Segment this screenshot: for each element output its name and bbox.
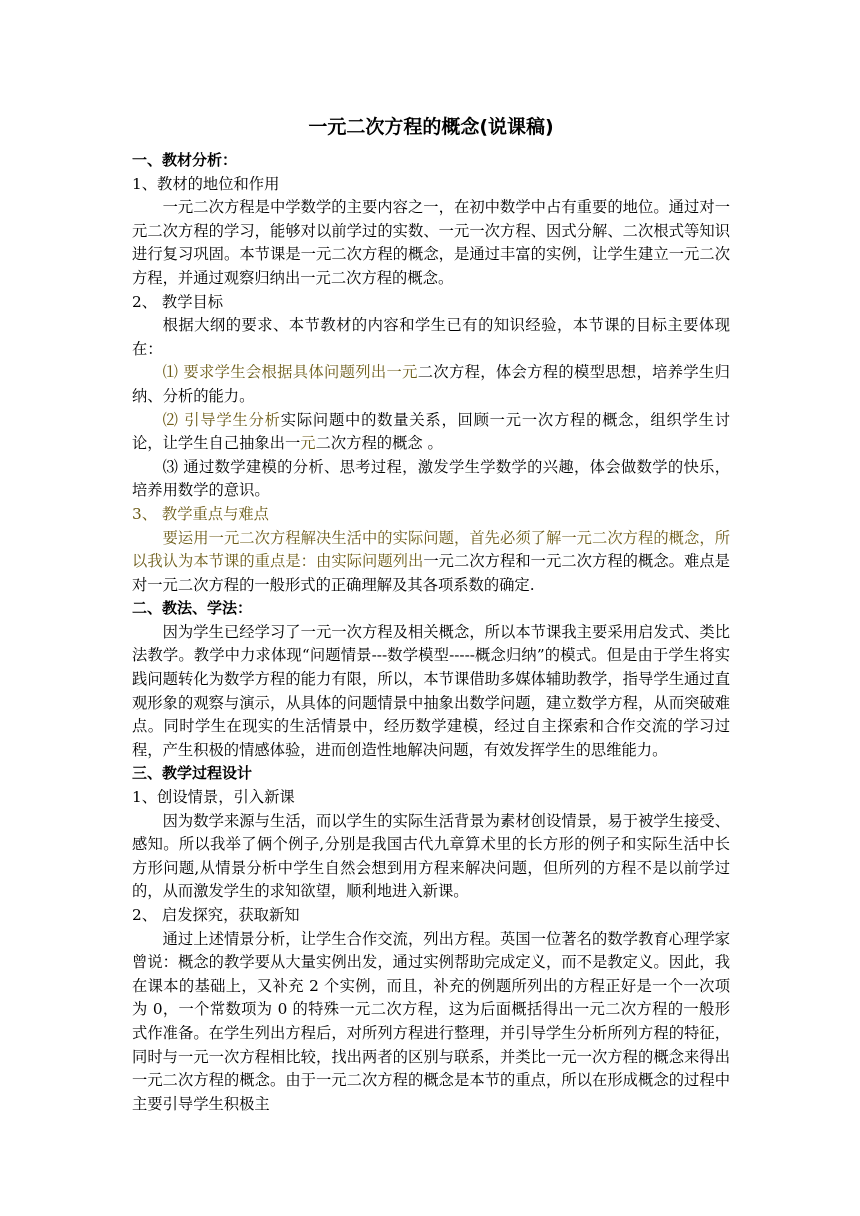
paragraph-status-and-role: 一元二次方程是中学数学的主要内容之一，在初中数学中占有重要的地位。通过对一元二次方程的学习，能够对以前学过的实数、一元一次方程、因式分解、二次根式等知识进行复习巩固。本节课是一元二次方程的概念，是通过丰富的实例，让学生建立一元二次方程，并通过观察归纳出一元二次方程的概念。 (132, 198, 730, 287)
paragraph-inquiry: 通过上述情景分析，让学生合作交流，列出方程。英国一位著名的数学教育心理学家曾说：概念的教学要从大量实例出发，通过实例帮助完成定义，而不是教定义。因此，我在课本的基础上，又补充 2 个实例，而且，补充的例题所列出的方程正好是一个一次项为 0，一个常数项为 0 的特殊一元二次方程，这为后面概括得出一元二次方程的一般形式作准备。在学生列出方程后，对所列方程进行整理，并引导学生分析所列方程的特征，同时与一元一次方程相比较，找出两者的区别与联系，并类比一元一次方程的概念来得出一元二次方程的概念。由于一元二次方程的概念是本节的重点，所以在形成概念的过程中主要引导学生积极主 (132, 929, 730, 1113)
goal-item-2-highlight-2: 元 (300, 434, 316, 453)
key-points-rest: 一元二次方程和一元二次方程的概念。难点是对一元二次方程的一般形式的正确理解及其各项系数的确定. (132, 552, 730, 594)
paragraph-create-scenario: 因为数学来源与生活，而以学生的实际生活背景为素材创设情景，易于被学生接受、感知。所以我举了俩个例子,分别是我国古代九章算术里的长方形的例子和实际生活中长方形问题,从情景分析中学生自然会想到用方程来解决问题，但所列的方程不是以前学过的，从而激发学生的求知欲望，顺利地进入新课。 (132, 811, 730, 901)
subheading-key-points: 3、 教学重点与难点 (132, 504, 269, 523)
goal-item-1-highlight: ⑴ 要求学生会根据具体问题列出一元 (162, 363, 418, 382)
section-heading-process-design: 三、教学过程设计 (132, 764, 253, 783)
key-points-highlight: 要运用一元二次方程解决生活中的实际问题，首先必须了解一元二次方程的概念，所以我认为本节课的重点是：由实际问题列出 (132, 528, 730, 571)
subheading-status-and-role: 1、教材的地位和作用 (132, 174, 280, 193)
document-page (132, 113, 730, 1116)
goal-item-2-rest: 实际问题中的数量关系，回顾一元一次方程的概念，组织学生讨论，让学生自己抽象出一 (132, 410, 730, 453)
goal-item-2-highlight: ⑵ 引导学生分析 (162, 410, 281, 429)
goal-item-1 (132, 361, 730, 408)
paragraph-teaching-goals: 根据大纲的要求、本节教材的内容和学生已有的知识经验，本节课的目标主要体现在： (132, 316, 730, 358)
goal-item-2 (132, 409, 730, 456)
goal-item-1-rest: 二次方程，体会方程的模型思想，培养学生归纳、分析的能力。 (132, 363, 730, 405)
goal-item-2-end: 二次方程的概念 。 (315, 434, 443, 453)
subheading-teaching-goals: 2、 教学目标 (132, 292, 224, 311)
document-title: 一元二次方程的概念(说课稿) (308, 116, 554, 138)
section-heading-methods: 二、教法、学法： (132, 599, 253, 618)
paragraph-methods: 因为学生已经学习了一元一次方程及相关概念，所以本节课我主要采用启发式、类比法教学。教学中力求体现“问题情景---数学模型-----概念归纳”的模式。但是由于学生将实践问题转化为数学方程的能力有限，所以，本节课借助多媒体辅助教学，指导学生通过直观形象的观察与演示，从具体的问题情景中抽象出数学问题，建立数学方程，从而突破难点。同时学生在现实的生活情景中，经历数学建模，经过自主探索和合作交流的学习过程，产生积极的情感体验，进而创造性地解决问题，有效发挥学生的思维能力。 (132, 622, 730, 759)
section-heading-textbook-analysis: 一、教材分析： (132, 151, 238, 169)
subheading-inquiry: 2、 启发探究，获取新知 (132, 906, 300, 924)
subheading-create-scenario: 1、创设情景，引入新课 (132, 788, 295, 807)
goal-item-3: ⑶ 通过数学建模的分析、思考过程，激发学生学数学的兴趣，体会做数学的快乐，培养用数学的意识。 (132, 457, 730, 500)
paragraph-key-points (132, 527, 730, 598)
